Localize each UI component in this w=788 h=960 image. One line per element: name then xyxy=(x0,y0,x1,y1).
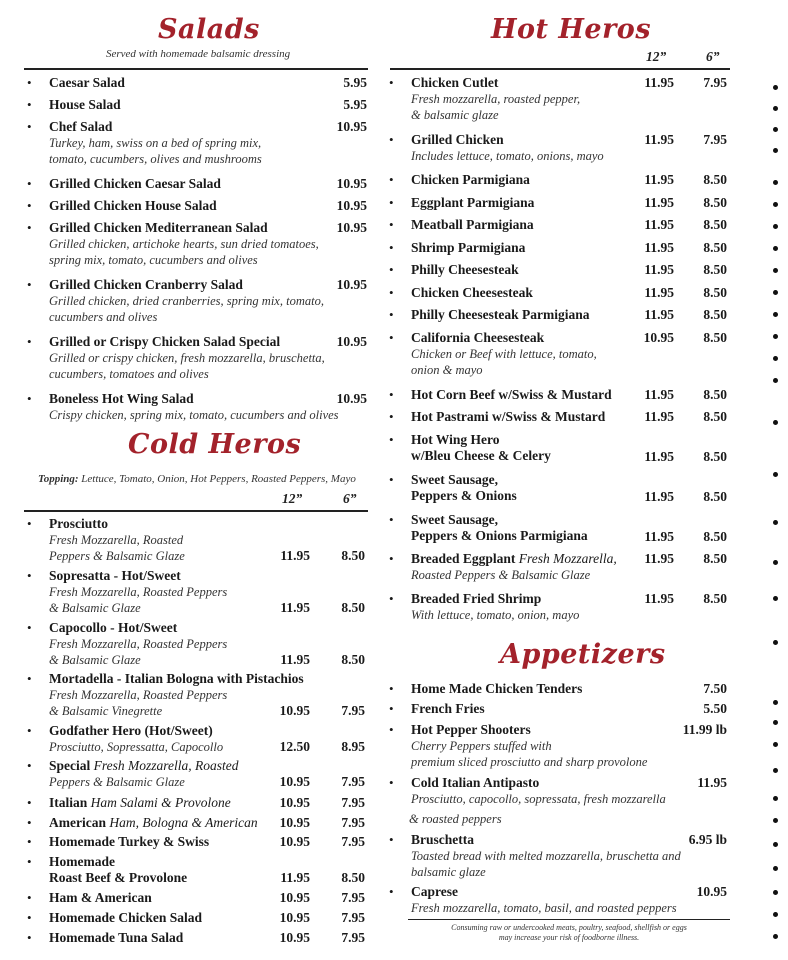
item-price: 10.95 xyxy=(336,391,367,406)
price-12: 10.95 xyxy=(279,910,310,925)
edge-bullet xyxy=(773,127,778,132)
list-item: • Special Fresh Mozzarella, Roasted Peppers & Balsamic Glaze xyxy=(27,758,239,789)
col-header-12: 12” xyxy=(646,49,667,64)
edge-bullet xyxy=(773,796,778,801)
price-12: 11.95 xyxy=(280,600,310,615)
list-item: • Boneless Hot Wing Salad Crispy chicken, spring mix, tomato, cucumbers and olives xyxy=(27,391,339,422)
list-item: • Grilled or Crispy Chicken Salad Special Grilled or crispy chicken, fresh mozzarella, bruschetta, cucumbers, tomatoes and olives xyxy=(27,334,325,381)
edge-bullet xyxy=(773,312,778,317)
price-12: 11.95 xyxy=(644,195,674,210)
list-item: • Sweet Sausage, Peppers & Onions xyxy=(389,472,517,503)
list-item: • Eggplant Parmigiana xyxy=(389,195,535,210)
col-header-6: 6” xyxy=(343,491,357,506)
price-6: 7.95 xyxy=(341,910,365,925)
price-6: 8.50 xyxy=(703,330,727,345)
price-6: 8.50 xyxy=(703,195,727,210)
list-item: • Sopresatta - Hot/Sweet Fresh Mozzarella, Roasted Peppers & Balsamic Glaze xyxy=(27,568,228,615)
item-price: 5.50 xyxy=(703,701,727,716)
item-price: 5.95 xyxy=(343,75,367,90)
edge-bullet xyxy=(773,596,778,601)
list-item: • Prosciutto Fresh Mozzarella, Roasted Peppers & Balsamic Glaze xyxy=(27,516,185,563)
price-6: 8.50 xyxy=(703,387,727,402)
price-6: 7.95 xyxy=(341,890,365,905)
list-item: • Grilled Chicken Cranberry Salad Grilled chicken, dried cranberries, spring mix, tomato, cucumbers and olives xyxy=(27,277,324,324)
price-12: 10.95 xyxy=(279,795,310,810)
list-item: • Grilled Chicken House Salad xyxy=(27,198,217,213)
list-item: • Philly Cheesesteak xyxy=(389,262,519,277)
col-header-6: 6” xyxy=(706,49,720,64)
list-item: • Hot Corn Beef w/Swiss & Mustard xyxy=(389,387,612,402)
list-item: • Chicken Parmigiana xyxy=(389,172,530,187)
list-item: • Grilled Chicken Caesar Salad xyxy=(27,176,221,191)
price-6: 8.50 xyxy=(703,285,727,300)
edge-bullet xyxy=(773,912,778,917)
list-item: • Homemade Chicken Salad xyxy=(27,910,203,925)
edge-bullet xyxy=(773,640,778,645)
price-12: 11.95 xyxy=(644,387,674,402)
price-12: 11.95 xyxy=(644,489,674,504)
price-6: 8.50 xyxy=(703,489,727,504)
price-6: 8.50 xyxy=(703,529,727,544)
item-price: 10.95 xyxy=(696,884,727,899)
price-12: 11.95 xyxy=(644,449,674,464)
edge-bullet xyxy=(773,180,778,185)
edge-bullet xyxy=(773,818,778,823)
edge-bullet xyxy=(773,890,778,895)
price-12: 10.95 xyxy=(279,774,310,789)
price-6: 7.95 xyxy=(703,132,727,147)
list-item: • Caesar Salad xyxy=(27,75,125,90)
cold-heros-rule xyxy=(24,510,368,512)
price-12: 10.95 xyxy=(279,890,310,905)
list-item: • Shrimp Parmigiana xyxy=(389,240,526,255)
price-12: 11.95 xyxy=(644,240,674,255)
price-6: 8.50 xyxy=(703,307,727,322)
edge-bullet xyxy=(773,85,778,90)
price-12: 11.95 xyxy=(644,307,674,322)
edge-bullet xyxy=(773,742,778,747)
edge-bullet xyxy=(773,842,778,847)
col-header-12: 12” xyxy=(282,491,303,506)
price-12: 11.95 xyxy=(280,652,310,667)
edge-bullet xyxy=(773,290,778,295)
price-12: 11.95 xyxy=(644,551,674,566)
item-price: 6.95 lb xyxy=(688,832,727,847)
item-price: 5.95 xyxy=(343,97,367,112)
list-item: • French Fries xyxy=(389,701,485,716)
price-6: 7.95 xyxy=(341,930,365,945)
price-12: 12.50 xyxy=(279,739,310,754)
price-12: 10.95 xyxy=(279,703,310,718)
item-price: 10.95 xyxy=(336,277,367,292)
list-item: • Homemade Turkey & Swiss xyxy=(27,834,210,849)
footnote-rule xyxy=(408,919,730,920)
list-item: • Homemade Tuna Salad xyxy=(27,930,184,945)
list-item: • Bruschetta Toasted bread with melted mozzarella, bruschetta and balsamic glaze xyxy=(389,832,681,879)
price-12: 11.95 xyxy=(644,591,674,606)
price-12: 10.95 xyxy=(279,834,310,849)
edge-bullet xyxy=(773,720,778,725)
list-item: • Hot Wing Hero w/Bleu Cheese & Celery xyxy=(389,432,551,463)
list-item: • Breaded Fried Shrimp With lettuce, tomato, onion, mayo xyxy=(389,591,580,622)
list-item: • Breaded Eggplant Fresh Mozzarella, Roasted Peppers & Balsamic Glaze xyxy=(389,551,617,582)
edge-bullet xyxy=(773,934,778,939)
edge-bullet xyxy=(773,560,778,565)
edge-bullet xyxy=(773,420,778,425)
item-price: 10.95 xyxy=(336,334,367,349)
list-item: • Ham & American xyxy=(27,890,152,905)
edge-bullet xyxy=(773,106,778,111)
price-6: 8.95 xyxy=(341,739,365,754)
item-price: 7.50 xyxy=(703,681,727,696)
list-item: • Italian Ham Salami & Provolone xyxy=(27,795,231,810)
edge-bullet xyxy=(773,378,778,383)
edge-bullet xyxy=(773,356,778,361)
price-6: 7.95 xyxy=(703,75,727,90)
price-12: 11.95 xyxy=(644,172,674,187)
edge-bullet xyxy=(773,520,778,525)
edge-bullet xyxy=(773,334,778,339)
price-6: 7.95 xyxy=(341,703,365,718)
hot-heros-title: Hot Heros xyxy=(491,14,652,45)
cold-heros-title: Cold Heros xyxy=(128,429,302,460)
price-6: 8.50 xyxy=(703,551,727,566)
list-item: • Meatball Parmigiana xyxy=(389,217,534,232)
price-6: 8.50 xyxy=(341,870,365,885)
price-12: 11.95 xyxy=(644,262,674,277)
list-item: • Grilled Chicken Includes lettuce, tomato, onions, mayo xyxy=(389,132,604,163)
list-item: • Home Made Chicken Tenders xyxy=(389,681,583,696)
list-item: • Capocollo - Hot/Sweet Fresh Mozzarella, Roasted Peppers & Balsamic Glaze xyxy=(27,620,228,667)
price-6: 8.50 xyxy=(703,240,727,255)
price-12: 11.95 xyxy=(644,217,674,232)
price-12: 11.95 xyxy=(280,870,310,885)
price-12: 11.95 xyxy=(280,548,310,563)
list-item: • Chef Salad Turkey, ham, swiss on a bed of spring mix, tomato, cucumbers, olives and mushrooms xyxy=(27,119,262,166)
list-item: • Caprese Fresh mozzarella, tomato, basil, and roasted peppers xyxy=(389,884,677,915)
price-6: 8.50 xyxy=(703,449,727,464)
price-6: 7.95 xyxy=(341,815,365,830)
list-item: • Sweet Sausage, Peppers & Onions Parmigiana xyxy=(389,512,588,543)
list-item: • Mortadella - Italian Bologna with Pistachios Fresh Mozzarella, Roasted Peppers & Balsamic Vinegrette xyxy=(27,671,304,718)
list-item: • Hot Pastrami w/Swiss & Mustard xyxy=(389,409,606,424)
edge-bullet xyxy=(773,246,778,251)
list-item: • Cold Italian Antipasto Prosciutto, capocollo, sopressata, fresh mozzarella xyxy=(389,775,666,806)
edge-bullet xyxy=(773,202,778,207)
price-12: 10.95 xyxy=(643,330,674,345)
item-price: 10.95 xyxy=(336,119,367,134)
item-price: 10.95 xyxy=(336,198,367,213)
list-item: • Hot Pepper Shooters Cherry Peppers stuffed with premium sliced prosciutto and sharp provolone xyxy=(389,722,648,769)
item-price: 11.99 lb xyxy=(682,722,727,737)
item-description-extra: & roasted peppers xyxy=(409,812,502,826)
price-6: 7.95 xyxy=(341,834,365,849)
price-6: 8.50 xyxy=(703,591,727,606)
salads-subtitle: Served with homemade balsamic dressing xyxy=(106,48,291,60)
price-12: 10.95 xyxy=(279,815,310,830)
footnote: Consuming raw or undercooked meats, poultry, seafood, shellfish or eggs may increase your risk of foodborne illness. xyxy=(451,923,687,942)
edge-bullet xyxy=(773,700,778,705)
edge-bullet xyxy=(773,768,778,773)
list-item: • Grilled Chicken Mediterranean Salad Grilled chicken, artichoke hearts, sun dried tomatoes, spring mix, tomato, cucumbers and olives xyxy=(27,220,319,267)
price-6: 8.50 xyxy=(703,172,727,187)
edge-bullet xyxy=(773,224,778,229)
price-6: 8.50 xyxy=(341,652,365,667)
price-6: 8.50 xyxy=(703,262,727,277)
price-6: 8.50 xyxy=(703,217,727,232)
list-item: • Homemade Roast Beef & Provolone xyxy=(27,854,188,885)
price-12: 11.95 xyxy=(644,75,674,90)
salads-rule xyxy=(24,68,368,70)
price-12: 11.95 xyxy=(644,529,674,544)
edge-bullet xyxy=(773,268,778,273)
list-item: • California Cheesesteak Chicken or Beef with lettuce, tomato, onion & mayo xyxy=(389,330,597,377)
edge-bullet xyxy=(773,866,778,871)
item-price: 10.95 xyxy=(336,220,367,235)
price-6: 7.95 xyxy=(341,774,365,789)
list-item: • Chicken Cutlet Fresh mozzarella, roasted pepper, & balsamic glaze xyxy=(389,75,581,122)
salads-title: Salads xyxy=(158,14,260,45)
price-12: 11.95 xyxy=(644,409,674,424)
list-item: • American Ham, Bologna & American xyxy=(27,815,258,830)
price-12: 11.95 xyxy=(644,285,674,300)
appetizers-title: Appetizers xyxy=(500,639,666,670)
edge-bullet xyxy=(773,472,778,477)
list-item: • House Salad xyxy=(27,97,121,112)
list-item: • Chicken Cheesesteak xyxy=(389,285,533,300)
price-6: 8.50 xyxy=(341,548,365,563)
price-6: 8.50 xyxy=(341,600,365,615)
price-12: 11.95 xyxy=(644,132,674,147)
hot-heros-rule xyxy=(390,68,730,70)
item-price: 11.95 xyxy=(697,775,727,790)
price-12: 10.95 xyxy=(279,930,310,945)
list-item: • Godfather Hero (Hot/Sweet) Prosciutto, Sopressatta, Capocollo xyxy=(27,723,224,754)
price-6: 7.95 xyxy=(341,795,365,810)
price-6: 8.50 xyxy=(703,409,727,424)
edge-bullet xyxy=(773,148,778,153)
item-price: 10.95 xyxy=(336,176,367,191)
list-item: • Philly Cheesesteak Parmigiana xyxy=(389,307,590,322)
cold-heros-topping: Topping: Lettuce, Tomato, Onion, Hot Peppers, Roasted Peppers, Mayo xyxy=(38,473,356,485)
